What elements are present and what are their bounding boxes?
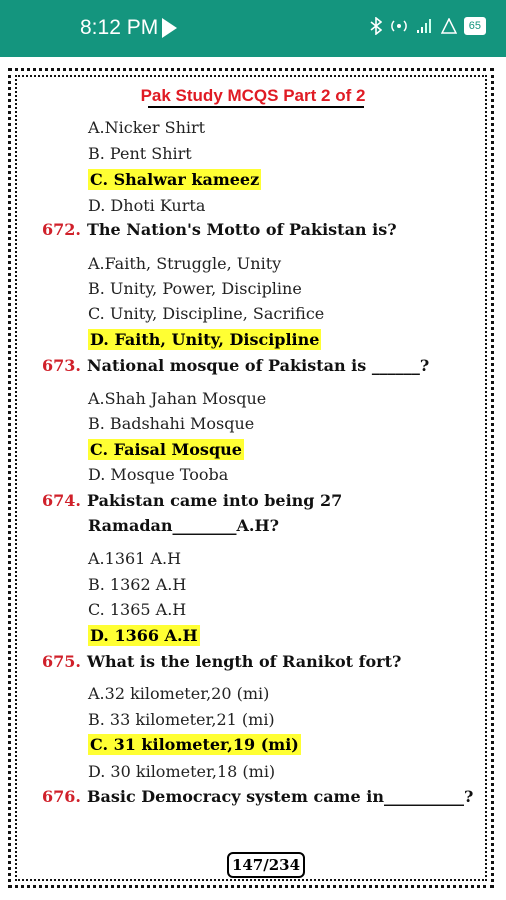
correct-answer: C. Faisal Mosque (90, 440, 242, 459)
option-c[interactable] (88, 304, 324, 323)
question-674 (42, 491, 342, 510)
option-text: A.Faith, Struggle, Unity (88, 254, 282, 273)
question-676 (42, 787, 473, 806)
option-b[interactable] (88, 279, 302, 298)
question-text: The Nation's Motto of Pakistan is? (86, 220, 397, 239)
question-text: Basic Democracy system came in__________? (86, 787, 474, 806)
option-a[interactable] (88, 389, 266, 408)
battery-icon: 65 (464, 17, 486, 35)
status-bar (0, 0, 506, 57)
question-number: 672. (42, 220, 81, 239)
correct-answer: C. 31 kilometer,19 (mi) (90, 735, 299, 754)
option-a[interactable] (88, 549, 181, 568)
question-number: 676. (42, 787, 81, 806)
option-d[interactable] (88, 330, 321, 349)
correct-answer: D. 1366 A.H (90, 626, 198, 645)
option-text: B. Unity, Power, Discipline (88, 279, 302, 298)
option-text: C. 1365 A.H (88, 600, 187, 619)
option-text: C. Unity, Discipline, Sacrifice (88, 304, 325, 323)
question-674-continued: Ramadan________A.H? (88, 516, 279, 535)
correct-answer: C. Shalwar kameez (90, 170, 260, 189)
option-a[interactable] (88, 684, 269, 703)
option-b[interactable] (88, 144, 192, 163)
option-d[interactable] (88, 762, 275, 781)
question-number: 674. (42, 491, 81, 510)
option-d[interactable] (88, 626, 200, 645)
option-text: D. 30 kilometer,18 (mi) (88, 762, 276, 781)
status-time: 8:12 PM (80, 16, 159, 39)
option-c[interactable] (88, 600, 186, 619)
option-text: B. Pent Shirt (88, 144, 192, 163)
signal-icon (416, 18, 434, 34)
page-indicator[interactable]: 147/234 (227, 852, 305, 878)
title-underline (148, 106, 364, 108)
question-text: National mosque of Pakistan is ______? (86, 356, 430, 375)
option-text: B. 33 kilometer,21 (mi) (88, 710, 275, 729)
correct-answer: D. Faith, Unity, Discipline (90, 330, 320, 349)
option-text: A.32 kilometer,20 (mi) (88, 684, 270, 703)
option-text: B. Badshahi Mosque (88, 414, 255, 433)
hotspot-icon (389, 18, 409, 34)
page-title: Pak Study MCQS Part 2 of 2 (140, 86, 366, 105)
option-text: A.1361 A.H (88, 549, 182, 568)
question-675 (42, 652, 401, 671)
option-c[interactable] (88, 170, 261, 189)
question-text: Pakistan came into being 27 (86, 491, 343, 510)
option-a[interactable] (88, 118, 205, 137)
question-673 (42, 356, 429, 375)
question-number: 673. (42, 356, 81, 375)
status-icons (370, 17, 486, 35)
option-text: A.Nicker Shirt (88, 118, 206, 137)
question-number: 675. (42, 652, 81, 671)
option-b[interactable] (88, 414, 254, 433)
option-b[interactable] (88, 710, 275, 729)
option-text: D. Mosque Tooba (88, 465, 229, 484)
option-a[interactable] (88, 254, 281, 273)
warning-icon (441, 18, 457, 34)
page-inner-frame (15, 75, 487, 881)
option-text: A.Shah Jahan Mosque (88, 389, 267, 408)
option-b[interactable] (88, 575, 186, 594)
option-text: D. Dhoti Kurta (88, 196, 206, 215)
option-d[interactable] (88, 196, 205, 215)
bluetooth-icon (370, 17, 382, 35)
page-title-wrap (0, 86, 506, 106)
question-text: What is the length of Ranikot fort? (86, 652, 402, 671)
option-c[interactable] (88, 735, 301, 754)
question-672 (42, 220, 397, 239)
option-c[interactable] (88, 440, 244, 459)
option-text: B. 1362 A.H (88, 575, 187, 594)
play-store-icon (162, 18, 177, 38)
option-d[interactable] (88, 465, 228, 484)
